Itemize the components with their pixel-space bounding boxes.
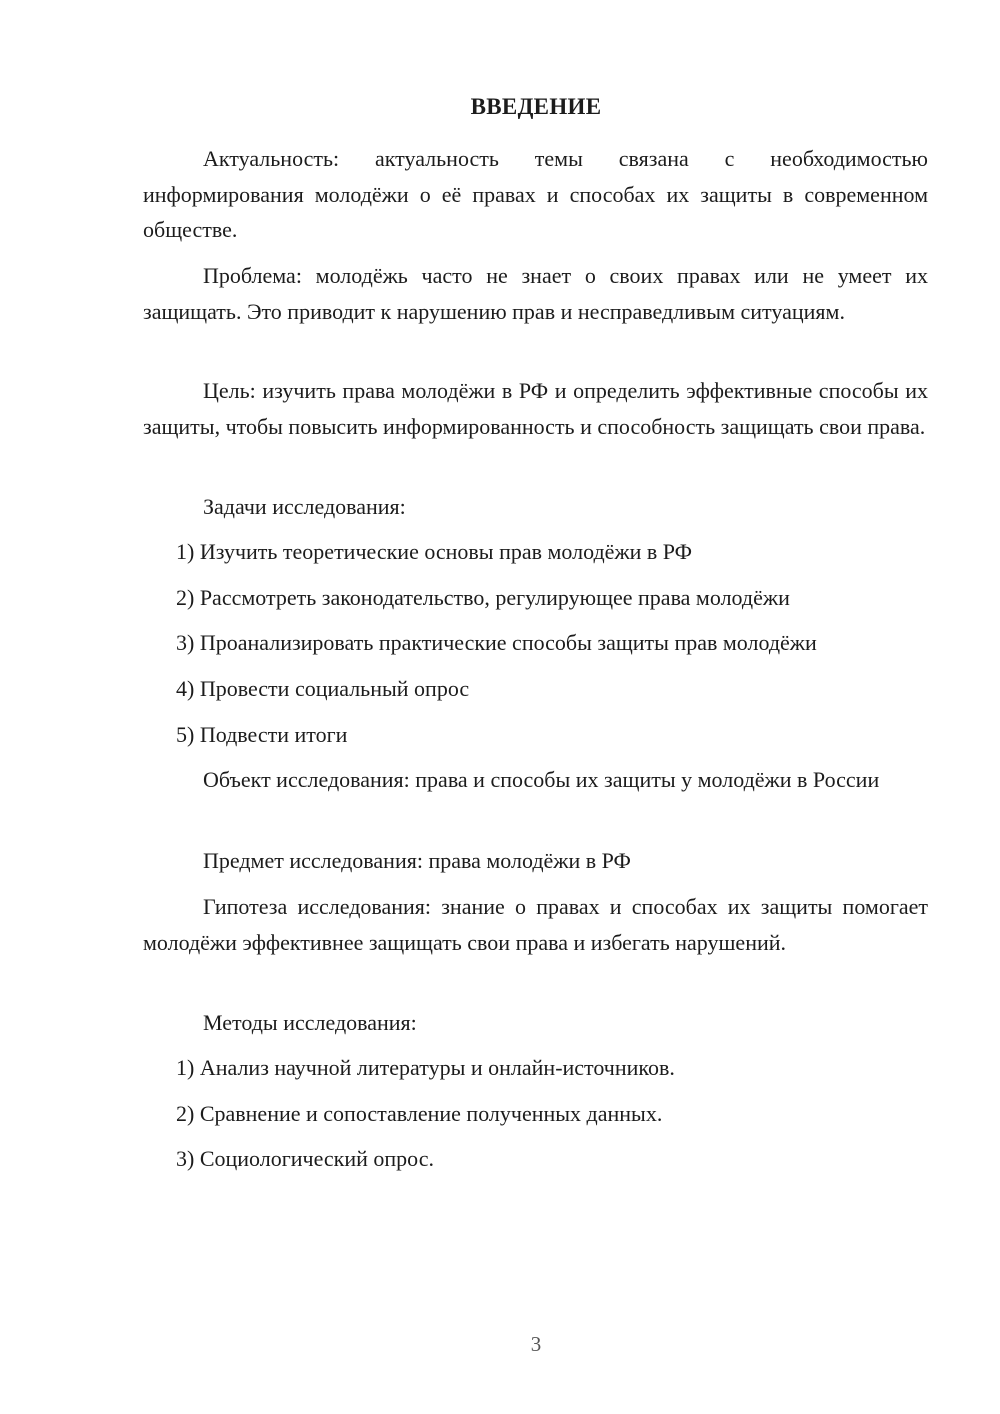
method-item: 1) Анализ научной литературы и онлайн-источников. <box>176 1055 675 1080</box>
task-item: 4) Провести социальный опрос <box>176 676 470 701</box>
task-item: 5) Подвести итоги <box>176 722 348 747</box>
goal-paragraph: Цель: изучить права молодёжи в РФ и определить эффективные способы их защиты, чтобы повысить информированность и способность защищать свои права. <box>143 378 928 439</box>
hypothesis-paragraph: Гипотеза исследования: знание о правах и способах их защиты помогает молодёжи эффективнее защищать свои права и избегать нарушений. <box>143 894 928 955</box>
method-item: 2) Сравнение и сопоставление полученных данных. <box>176 1101 663 1126</box>
subject-paragraph: Предмет исследования: права молодёжи в РФ <box>203 848 631 873</box>
task-item: 3) Проанализировать практические способы защиты прав молодёжи <box>176 630 817 655</box>
methods-heading: Методы исследования: <box>203 1010 417 1035</box>
section-title: ВВЕДЕНИЕ <box>470 94 602 119</box>
task-item: 2) Рассмотреть законодательство, регулирующее права молодёжи <box>176 585 790 610</box>
task-item: 1) Изучить теоретические основы прав молодёжи в РФ <box>176 539 693 564</box>
page-number: 3 <box>530 1332 542 1356</box>
relevance-paragraph: Актуальность: актуальность темы связана с необходимостью информирования молодёжи о её правах и способах их защиты в современном обществе. <box>143 146 928 242</box>
method-item: 3) Социологический опрос. <box>176 1146 434 1171</box>
problem-paragraph: Проблема: молодёжь часто не знает о своих правах или не умеет их защищать. Это приводит к нарушению прав и несправедливым ситуациям. <box>143 263 928 324</box>
tasks-heading: Задачи исследования: <box>203 494 406 519</box>
object-paragraph: Объект исследования: права и способы их защиты у молодёжи в России <box>203 767 880 792</box>
